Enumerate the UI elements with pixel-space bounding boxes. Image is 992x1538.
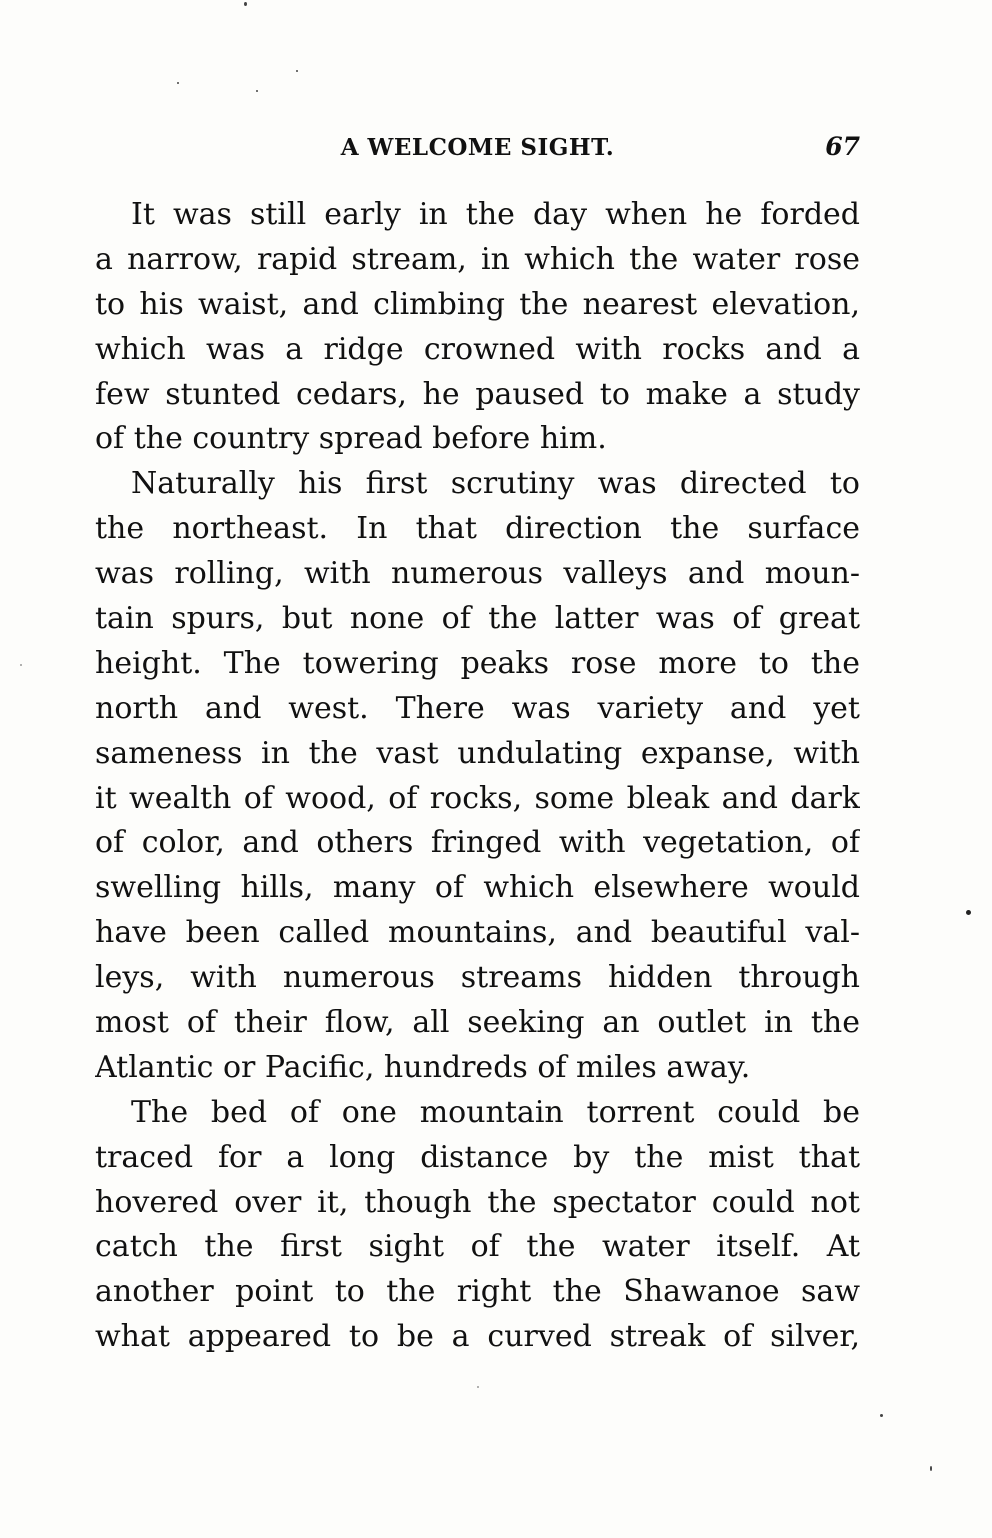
text-line: catch the first sight of the water itself. At	[95, 1229, 860, 1265]
text-line: leys, with numerous streams hidden through	[95, 960, 860, 996]
text-line: the northeast. In that direction the surface	[95, 511, 860, 547]
text-line: few stunted cedars, he paused to make a study	[95, 376, 860, 412]
text-line: which was a ridge crowned with rocks and a	[95, 331, 860, 367]
scan-speck	[880, 1414, 883, 1417]
scan-speck	[477, 1386, 479, 1388]
scan-speck	[966, 910, 971, 915]
text-line: most of their flow, all seeking an outlet in the	[95, 1005, 860, 1041]
text-line: Atlantic or Pacific, hundreds of miles away.	[95, 1049, 751, 1085]
text-line: another point to the right the Shawanoe saw	[95, 1274, 860, 1310]
page-number: 67	[825, 132, 860, 161]
text-line: what appeared to be a curved streak of silver,	[95, 1319, 860, 1355]
text-line: swelling hills, many of which elsewhere would	[95, 870, 860, 906]
scan-speck	[256, 90, 258, 92]
text-line: of color, and others fringed with vegetation, of	[95, 825, 860, 861]
scan-speck	[930, 1466, 932, 1471]
scan-speck	[177, 82, 179, 84]
body-text	[95, 193, 860, 1360]
scan-speck	[244, 2, 247, 6]
paragraph-3	[95, 1091, 860, 1360]
text-line: traced for a long distance by the mist that	[95, 1139, 860, 1175]
text-line: Naturally his first scrutiny was directed to	[131, 466, 860, 502]
text-line: to his waist, and climbing the nearest elevation,	[95, 286, 860, 322]
text-line: was rolling, with numerous valleys and moun-	[95, 556, 860, 592]
text-line: tain spurs, but none of the latter was of great	[95, 601, 860, 637]
text-line: sameness in the vast undulating expanse, with	[95, 735, 860, 771]
text-line: It was still early in the day when he forded	[131, 197, 860, 232]
text-line: height. The towering peaks rose more to the	[95, 645, 860, 681]
scan-speck	[296, 70, 298, 72]
text-line: of the country spread before him.	[95, 421, 607, 457]
paragraph-2	[95, 462, 860, 1090]
running-head	[95, 130, 860, 170]
text-line: have been called mountains, and beautiful val-	[95, 915, 860, 951]
text-line: north and west. There was variety and yet	[95, 690, 860, 726]
scan-speck	[20, 664, 22, 666]
paragraph-1	[95, 193, 860, 462]
text-line: a narrow, rapid stream, in which the water rose	[95, 241, 860, 277]
chapter-running-title: A WELCOME SIGHT.	[340, 134, 615, 161]
text-line: hovered over it, though the spectator could not	[95, 1184, 860, 1220]
text-line: The bed of one mountain torrent could be	[131, 1094, 860, 1130]
text-line: it wealth of wood, of rocks, some bleak and dark	[95, 780, 860, 816]
